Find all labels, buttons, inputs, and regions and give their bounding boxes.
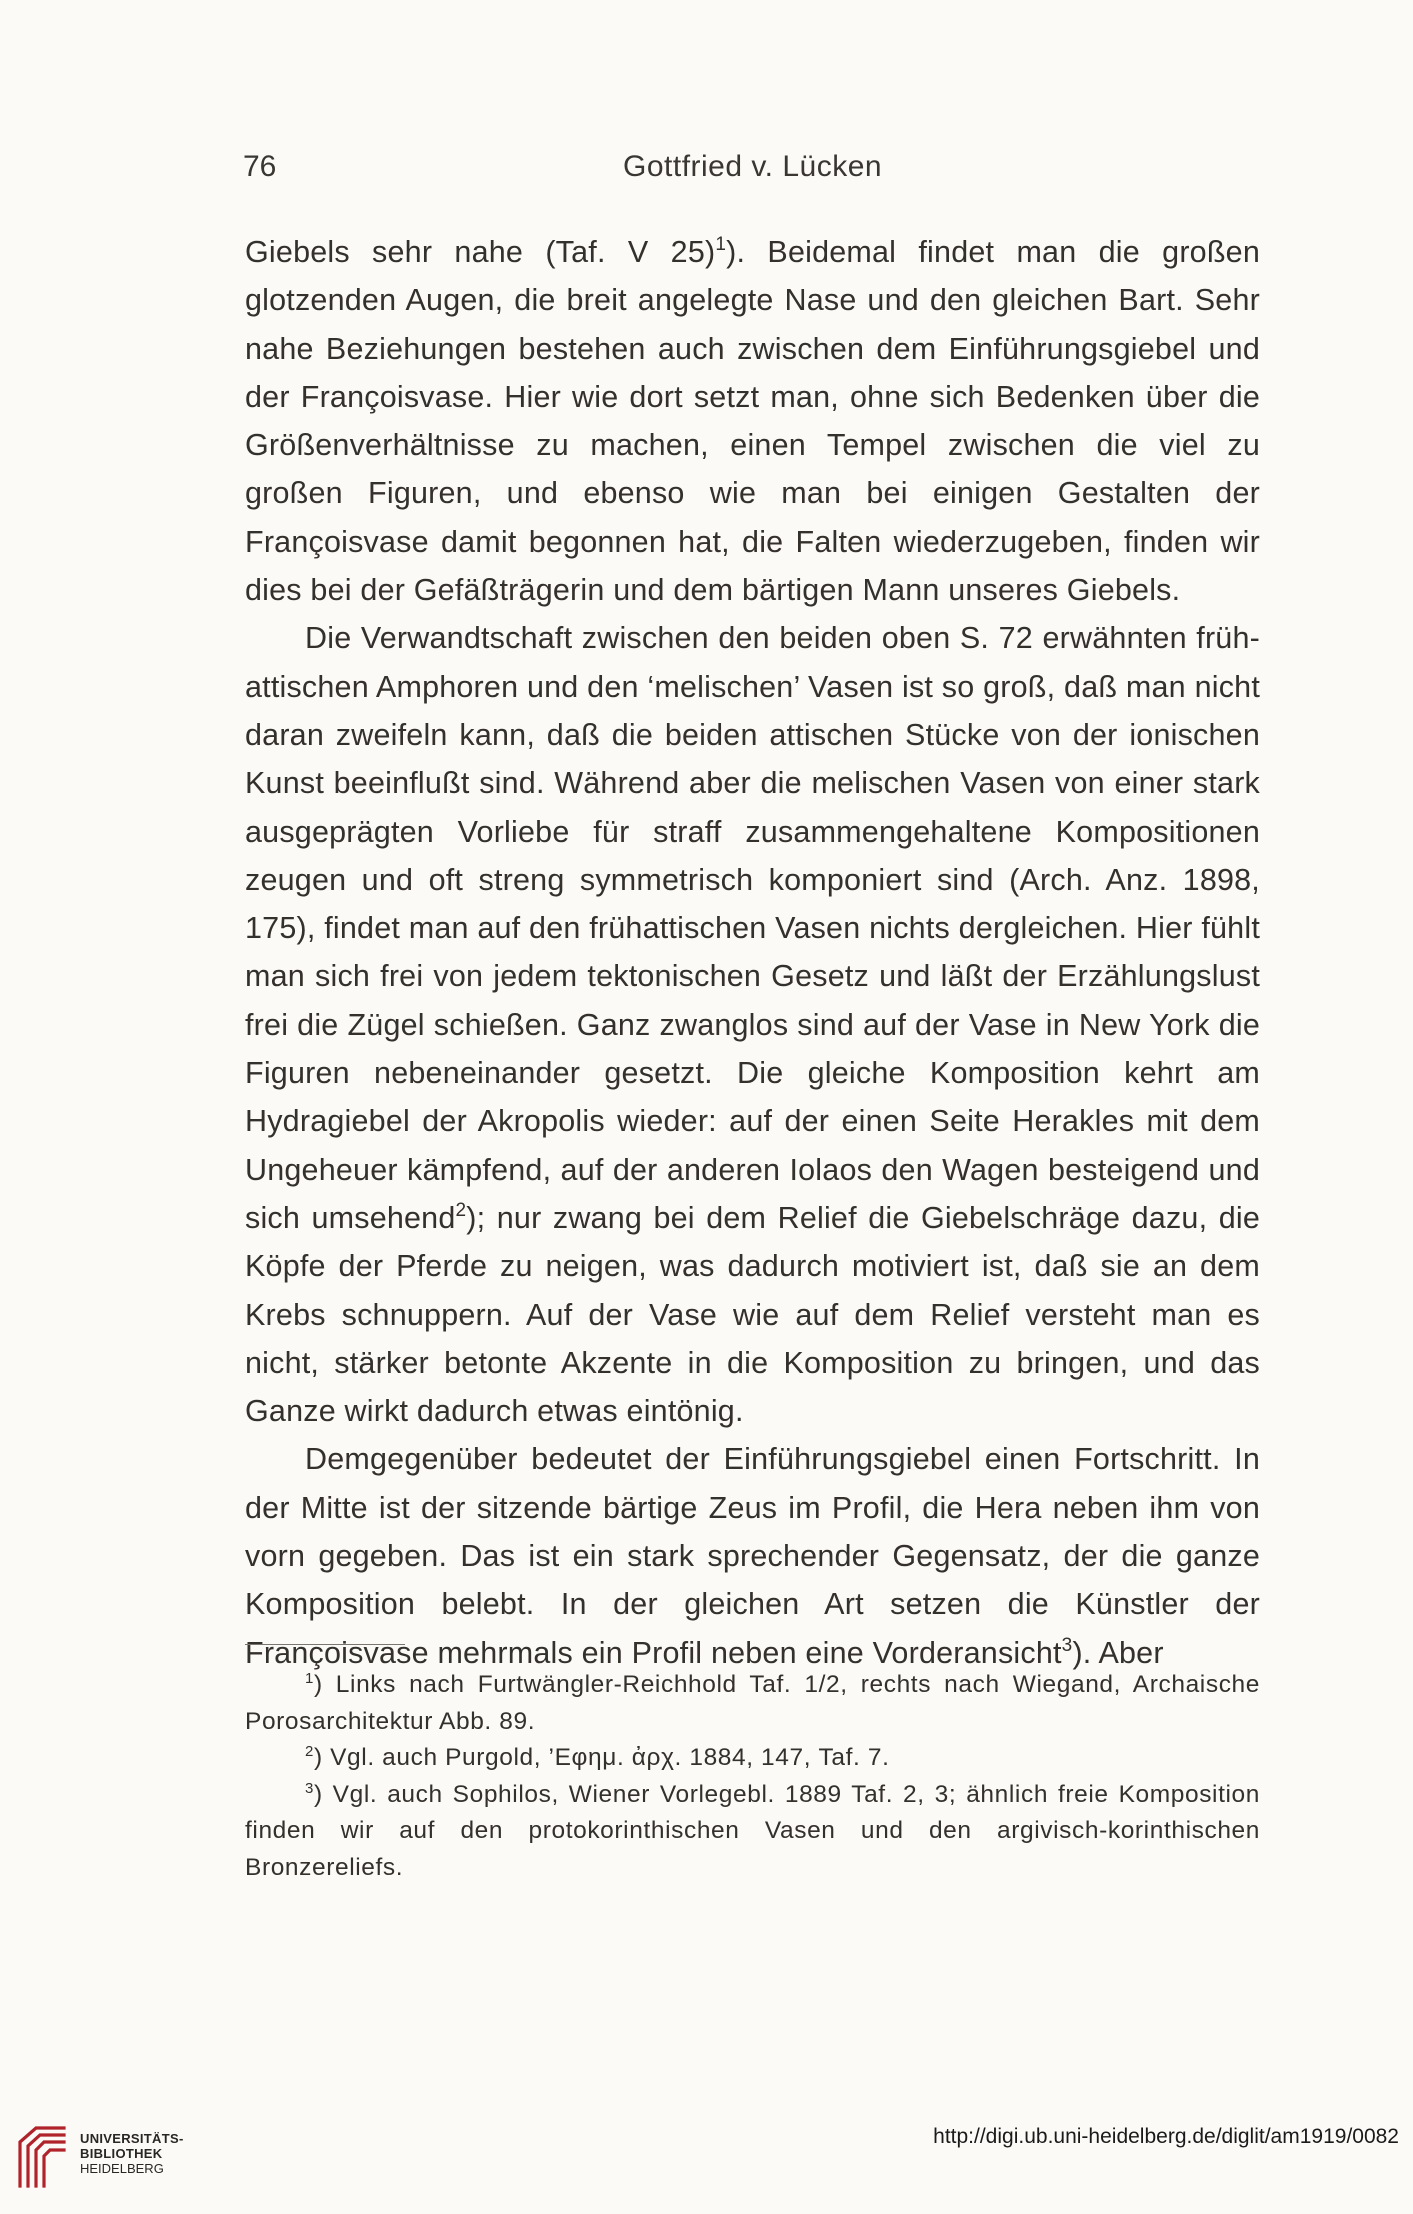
footnote-3 <box>245 1777 1260 1887</box>
library-name-line-2: BIBLIOTHEK <box>80 2146 163 2161</box>
running-title: Gottfried v. Lücken <box>623 150 883 183</box>
footnote-2-text: ) Vgl. auch Purgold, ’Εφημ. ἀρχ. 1884, 147, Taf. 7. <box>313 1744 890 1771</box>
footnote-1 <box>245 1667 1260 1740</box>
footer-bar <box>0 2100 1413 2214</box>
source-url-link[interactable]: http://digi.ub.uni-heidelberg.de/diglit/am1919/0082 <box>933 2125 1399 2148</box>
library-name <box>80 2131 184 2176</box>
heidelberg-library-logo-icon <box>14 2120 70 2190</box>
footnote-ref-1: 1 <box>715 234 727 255</box>
footnote-ref-2: 2 <box>455 1199 467 1221</box>
paragraph-2-text-b: ); nur zwang bei dem Relief die Giebelschräge dazu, die Köpfe der Pferde zu neigen, was dadurch motiviert ist, daß sie an dem Krebs schnuppern. Auf der Vase wie auf dem Relief versteht man es nicht, stärker betonte Akzente in die Komposition zu bringen, und das Ganze wirkt dadurch etwas eintönig. <box>245 1200 1260 1429</box>
paragraph-3 <box>245 1435 1260 1676</box>
footnote-1-text: ) Links nach Furtwängler-Reichhold Taf. 1/2, rechts nach Wiegand, Archaische Porosarchitektur Abb. 89. <box>245 1671 1260 1735</box>
footnote-3-text: ) Vgl. auch Sophilos, Wiener Vorlegebl. 1889 Taf. 2, 3; ähnlich freie Komposition finden wir auf den protokorinthischen Vasen und den argivisch-korinthischen Bronzereliefs. <box>245 1780 1260 1881</box>
footnote-2 <box>245 1740 1260 1777</box>
page-number: 76 <box>243 150 277 183</box>
paragraph-1-text-a: Giebels sehr nahe (Taf. V 25) <box>245 235 716 269</box>
running-head <box>243 150 1263 194</box>
paragraph-2 <box>245 614 1260 1435</box>
footnotes <box>245 1667 1260 1886</box>
paragraph-1 <box>245 228 1260 614</box>
footnote-ref-3: 3 <box>1061 1634 1073 1656</box>
paragraph-2-text-a: Die Verwandtschaft zwischen den beiden oben S. 72 erwähnten früh-attischen Amphoren und den ‘melischen’ Vasen ist so groß, daß man nicht daran zweifeln kann, daß die beiden attischen Stücke von der ionischen Kunst beeinflußt sind. Während aber die melischen Vasen von einer stark ausgeprägten Vorliebe für straff zusammengehaltene Kompositionen zeugen und oft streng symmetrisch komponiert sind (Arch. Anz. 1898, 175), findet man auf den frühattischen Vasen nichts dergleichen. Hier fühlt man sich frei von jedem tektonischen Gesetz und läßt der Erzählungslust frei die Zügel schießen. Ganz zwanglos sind auf der Vase in New York die Figuren nebeneinander gesetzt. Die gleiche Komposition kehrt am Hydragiebel der Akropolis wieder: auf der einen Seite Herakles mit dem Ungeheuer kämpfend, auf der anderen Iolaos den Wagen besteigend und sich umsehend <box>245 621 1260 1235</box>
footnote-3-mark: 3 <box>305 1779 314 1797</box>
paragraph-1-text-b: ). Beidemal findet man die großen glotzenden Augen, die breit angelegte Nase und den gleichen Bart. Sehr nahe Beziehungen bestehen auch zwischen dem Einführungsgiebel und der Françoisvase. Hier wie dort setzt man, ohne sich Bedenken über die Größenverhältnisse zu machen, einen Tempel zwischen die viel zu großen Figuren, und ebenso wie man bei einigen Gestalten der Françoisvase damit begonnen hat, die Falten wiederzugeben, finden wir dies bei der Gefäßträgerin und dem bärtigen Mann unseres Giebels. <box>245 235 1260 608</box>
library-name-line-1: UNIVERSITÄTS- <box>80 2131 184 2146</box>
footnote-2-mark: 2 <box>305 1743 314 1760</box>
library-name-line-3: HEIDELBERG <box>80 2161 164 2176</box>
paragraph-3-text-b: ). Aber <box>1072 1635 1164 1670</box>
paragraph-3-text-a: Demgegenüber bedeutet der Einführungsgiebel einen Fortschritt. In der Mitte ist der sitzende bärtige Zeus im Profil, die Hera neben ihm von vorn gegeben. Das ist ein stark sprechender Gegensatz, der die ganze Komposition belebt. In der gleichen Art setzen die Künstler der Françoisvase mehrmals ein Profil neben eine Vorderansicht <box>245 1442 1260 1670</box>
footnote-1-mark: 1 <box>305 1670 314 1687</box>
body-text <box>245 228 1260 1677</box>
footnote-divider <box>245 1644 405 1645</box>
